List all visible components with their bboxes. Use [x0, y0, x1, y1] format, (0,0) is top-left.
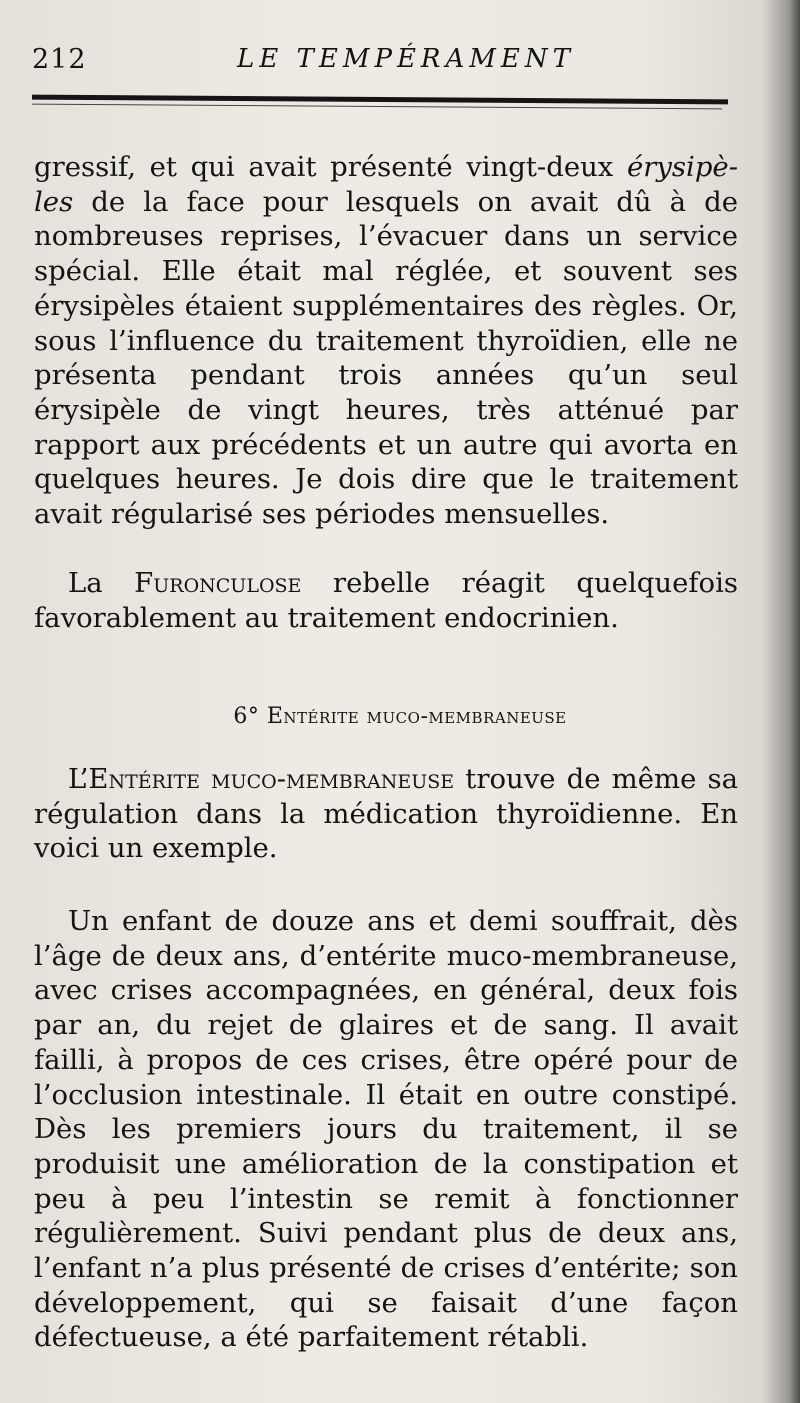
section-number: 6° — [233, 704, 267, 729]
paragraph-enterite — [34, 762, 738, 866]
paragraph-text: de la face pour lesquels on avait dû à de nombreuses reprises, l’évacuer dans un service spécial. Elle était mal réglée, et souvent ses érysipèles étaient supplémentaires des règles. Or, sous l’influence du traitement thyroïdien, elle ne présenta pendant trois années qu’un seul érysipèle de vingt heures, très atténué par rapport aux précédents et un autre qui avorta en quelques heures. Je dois dire que le traitement avait régularisé ses périodes mensuelles. — [34, 185, 738, 531]
paragraph-text: La — [68, 567, 135, 599]
header-rule — [32, 95, 728, 105]
page-number: 212 — [32, 44, 87, 75]
section-title: Entérite muco-membraneuse — [266, 704, 567, 729]
smallcaps-term: Furonculose — [134, 567, 302, 599]
header-rule-thin — [32, 104, 722, 110]
italic-term: érysipèles — [34, 151, 738, 218]
running-title: LE TEMPÉRAMENT — [237, 44, 575, 74]
paragraph-text: gressif, et qui avait présenté vingt-deux — [34, 151, 627, 183]
section-heading — [0, 704, 800, 729]
paragraph-case-child — [34, 904, 738, 1355]
smallcaps-term: Entérite muco-membraneuse — [88, 763, 455, 795]
paragraph-text: trouve de même sa régulation dans la médication thyroïdienne. En voici un exemple. — [34, 763, 738, 865]
page-header — [32, 44, 732, 84]
paragraph-erysipelas — [34, 150, 738, 532]
paragraph-text: Un enfant de douze ans et demi souffrait, dès l’âge de deux ans, d’entérite muco-membraneuse, avec crises accompagnées, en général, deux fois par an, du rejet de glaires et de sang. Il avait failli, à propos de ces crises, être opéré pour de l’occlusion intestinale. Il était en outre constipé. Dès les premiers jours du traitement, il se produisit une amélioration de la constipation et peu à peu l’intestin se remit à fonctionner régulièrement. Suivi pendant plus de deux ans, l’enfant n’a plus présenté de crises d’entérite; son développement, qui se faisait d’une façon défectueuse, a été parfaitement rétabli. — [34, 905, 738, 1354]
paragraph-text: L’ — [68, 763, 89, 795]
paragraph-furonculose — [34, 566, 738, 635]
paragraph-text: rebelle réagit quelquefois favorablement au traitement endocrinien. — [34, 567, 738, 634]
page-edge-shadow — [762, 0, 800, 1403]
